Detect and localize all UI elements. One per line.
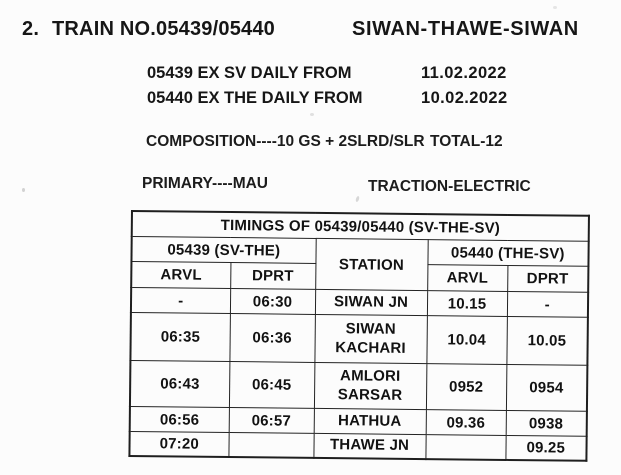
- composition-text: COMPOSITION----10 GS + 2SLRD/SLR: [146, 133, 425, 150]
- arvl-05439-cell: 06:35: [130, 313, 229, 362]
- scan-speckle: [22, 188, 25, 192]
- traction-text: TRACTION-ELECTRIC: [368, 178, 531, 195]
- schedule-label: 05439 EX SV DAILY FROM: [147, 64, 352, 82]
- dprt-05440-cell: -: [507, 291, 588, 317]
- arvl-05440-cell: 10.04: [426, 316, 506, 365]
- dprt-05439-cell: [228, 433, 313, 458]
- scan-speckle: [355, 196, 360, 203]
- dprt-05440-cell: 09.25: [505, 435, 586, 460]
- station-cell: AMLORI SARSAR: [314, 362, 426, 409]
- arvl-05439-cell: 06:43: [130, 361, 229, 408]
- dprt-05440-cell: 0938: [506, 410, 587, 436]
- station-cell: SIWAN JN: [315, 289, 427, 315]
- timings-table-wrapper: [128, 210, 590, 462]
- dprt-05440-cell: 10.05: [506, 316, 587, 365]
- arvl-header-05439: ARVL: [131, 262, 230, 289]
- dprt-05440-cell: 0954: [506, 364, 587, 411]
- dprt-05439-cell: 06:36: [229, 314, 314, 363]
- total-coaches-text: TOTAL-12: [430, 133, 503, 150]
- station-cell: HATHUA: [314, 408, 426, 434]
- table-row-siwan-kachari: [130, 313, 587, 366]
- schedule-date: 11.02.2022: [421, 64, 507, 82]
- timings-table: [128, 210, 590, 462]
- primary-depot-text: PRIMARY----MAU: [142, 175, 268, 192]
- dprt-05439-cell: 06:30: [230, 289, 315, 315]
- route-title: SIWAN-THAWE-SIWAN: [352, 18, 579, 40]
- arvl-05439-cell: -: [131, 288, 230, 314]
- arvl-header-05440: ARVL: [427, 265, 507, 292]
- station-column-header: STATION: [315, 238, 428, 290]
- group-header-05439: 05439 (SV-THE): [131, 237, 315, 264]
- scan-speckle: [310, 113, 314, 116]
- scan-speckle: [553, 6, 557, 9]
- schedule-date: 10.02.2022: [421, 89, 508, 107]
- schedule-label: 05440 EX THE DAILY FROM: [147, 89, 363, 107]
- dprt-05439-cell: 06:57: [229, 408, 314, 434]
- arvl-05440-cell: 09.36: [426, 410, 506, 436]
- arvl-05440-cell: 10.15: [427, 291, 507, 317]
- table-row-thawe-jn: [129, 431, 586, 460]
- table-title: TIMINGS OF 05439/05440 (SV-THE-SV): [132, 211, 589, 241]
- dprt-05439-cell: 06:45: [229, 362, 314, 409]
- dprt-header-05439: DPRT: [230, 263, 315, 290]
- item-number: 2.: [22, 18, 40, 40]
- arvl-05439-cell: 07:20: [129, 431, 228, 457]
- train-number-title: TRAIN NO.05439/05440: [52, 18, 276, 40]
- arvl-05440-cell: [425, 435, 505, 460]
- dprt-header-05440: DPRT: [507, 265, 588, 292]
- group-header-05440: 05440 (THE-SV): [427, 240, 588, 267]
- table-row-amlori-sarsar: [130, 361, 587, 412]
- station-cell: THAWE JN: [313, 433, 425, 459]
- arvl-05439-cell: 06:56: [130, 406, 229, 432]
- arvl-05440-cell: 0952: [426, 364, 506, 411]
- station-cell: SIWAN KACHARI: [314, 314, 426, 363]
